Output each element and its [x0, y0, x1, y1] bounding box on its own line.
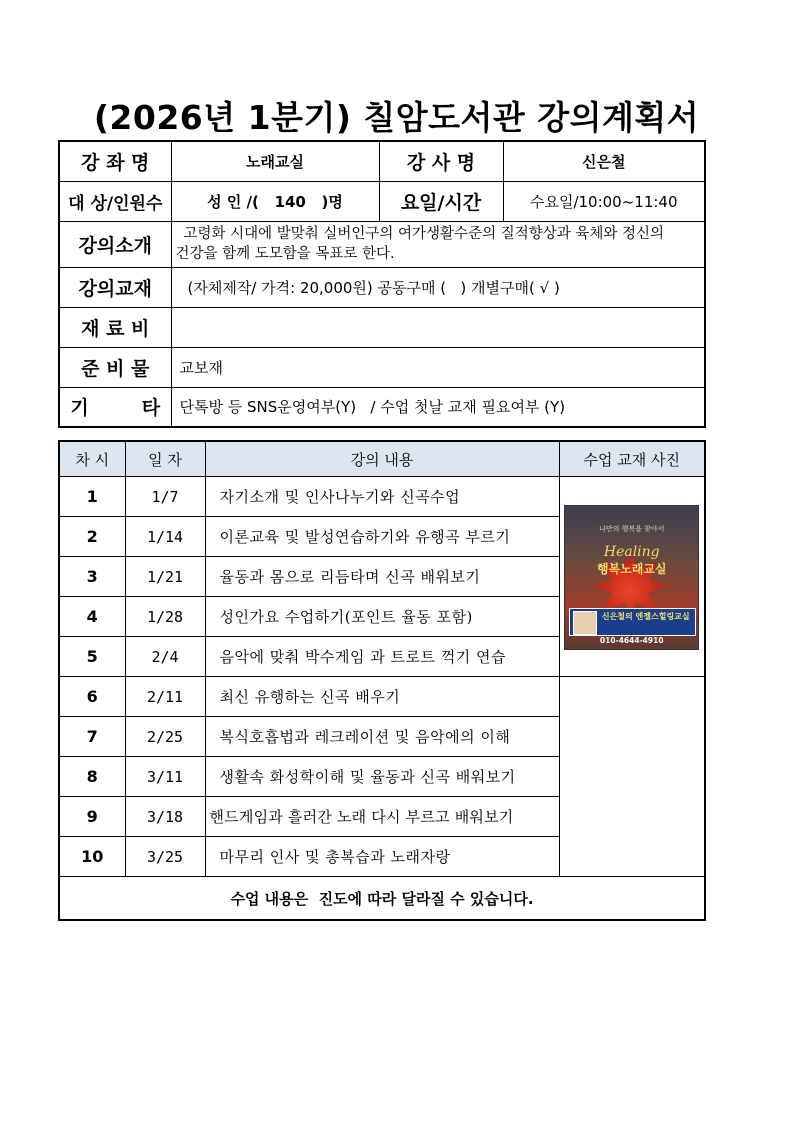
lesson-schedule-table [58, 440, 706, 921]
book-photo-cell [559, 477, 705, 677]
book-title: 행복노래교실 [596, 562, 667, 576]
target-label: 대 상/인원수 [59, 181, 171, 221]
schedule-footer-note: 수업 내용은 진도에 따라 달라질 수 있습니다. [59, 877, 705, 921]
session-number: 4 [59, 597, 125, 637]
textbook-cover-image [564, 505, 699, 650]
page-title: (2026년 1분기) 칠암도서관 강의계획서 [93, 98, 700, 137]
session-date: 1/28 [125, 597, 205, 637]
target-value: 성 인 /( 140 )명 [171, 181, 379, 221]
course-info-table [58, 140, 706, 428]
book-band [569, 608, 696, 636]
session-date: 3/11 [125, 757, 205, 797]
course-value: 노래교실 [171, 141, 379, 181]
book-healing-text: Healing [603, 544, 660, 560]
header-session: 차 시 [59, 441, 125, 477]
session-date: 1/21 [125, 557, 205, 597]
session-date: 2/25 [125, 717, 205, 757]
session-number: 10 [59, 837, 125, 877]
session-content: 성인가요 수업하기(포인트 율동 포함) [205, 597, 559, 637]
table-row [59, 477, 705, 517]
material-label: 강의교재 [59, 267, 171, 307]
instructor-value: 신은철 [503, 141, 705, 181]
intro-value [171, 221, 705, 267]
session-date: 3/18 [125, 797, 205, 837]
session-date: 3/25 [125, 837, 205, 877]
schedule-label: 요일/시간 [379, 181, 503, 221]
fee-label: 재 료 비 [59, 307, 171, 347]
session-content: 생활속 화성학이해 및 율동과 신곡 배워보기 [205, 757, 559, 797]
instructor-label: 강 사 명 [379, 141, 503, 181]
session-number: 8 [59, 757, 125, 797]
etc-value: 단톡방 등 SNS운영여부(Y) / 수업 첫날 교재 필요여부 (Y) [171, 387, 705, 427]
intro-label: 강의소개 [59, 221, 171, 267]
session-content: 자기소개 및 인사나누기와 신곡수업 [205, 477, 559, 517]
session-number: 5 [59, 637, 125, 677]
session-date: 2/11 [125, 677, 205, 717]
session-number: 9 [59, 797, 125, 837]
book-subtitle: 나만의 행복을 찾아서 [599, 525, 665, 533]
schedule-value: 수요일/10:00~11:40 [503, 181, 705, 221]
session-content: 율동과 몸으로 리듬타며 신곡 배워보기 [205, 557, 559, 597]
header-date: 일 자 [125, 441, 205, 477]
session-content: 이론교육 및 발성연습하기와 유행곡 부르기 [205, 517, 559, 557]
book-band-text: 신은철의 엔젤스힐링교실 [601, 612, 690, 621]
header-content: 강의 내용 [205, 441, 559, 477]
intro-line-1: 고령화 시대에 발맞춰 실버인구의 여가생활수준의 질적향상과 육체와 정신의 [183, 226, 664, 242]
session-number: 2 [59, 517, 125, 557]
session-number: 7 [59, 717, 125, 757]
empty-photo-cell [559, 677, 705, 877]
header-photo: 수업 교재 사진 [559, 441, 705, 477]
session-content: 복식호흡법과 레크레이션 및 음악에의 이해 [205, 717, 559, 757]
intro-line-2: 건강을 함께 도모함을 목표로 한다. [175, 246, 395, 262]
session-number: 3 [59, 557, 125, 597]
author-photo [573, 611, 597, 635]
session-date: 1/14 [125, 517, 205, 557]
session-content: 최신 유행하는 신곡 배우기 [205, 677, 559, 717]
session-date: 1/7 [125, 477, 205, 517]
prep-label: 준 비 물 [59, 347, 171, 387]
etc-label: 기 타 [59, 387, 171, 427]
course-label: 강 좌 명 [59, 141, 171, 181]
prep-value: 교보재 [171, 347, 705, 387]
session-number: 6 [59, 677, 125, 717]
material-value: (자체제작/ 가격: 20,000원) 공동구매 ( ) 개별구매( √ ) [171, 267, 705, 307]
book-phone: 010-4644-4910 [599, 636, 664, 645]
session-content: 마무리 인사 및 총복습과 노래자랑 [205, 837, 559, 877]
session-content: 음악에 맞춰 박수게임 과 트로트 꺽기 연습 [205, 637, 559, 677]
session-date: 2/4 [125, 637, 205, 677]
table-row [59, 677, 705, 717]
session-number: 1 [59, 477, 125, 517]
session-content: 핸드게임과 흘러간 노래 다시 부르고 배워보기 [205, 797, 559, 837]
fee-value [171, 307, 705, 347]
